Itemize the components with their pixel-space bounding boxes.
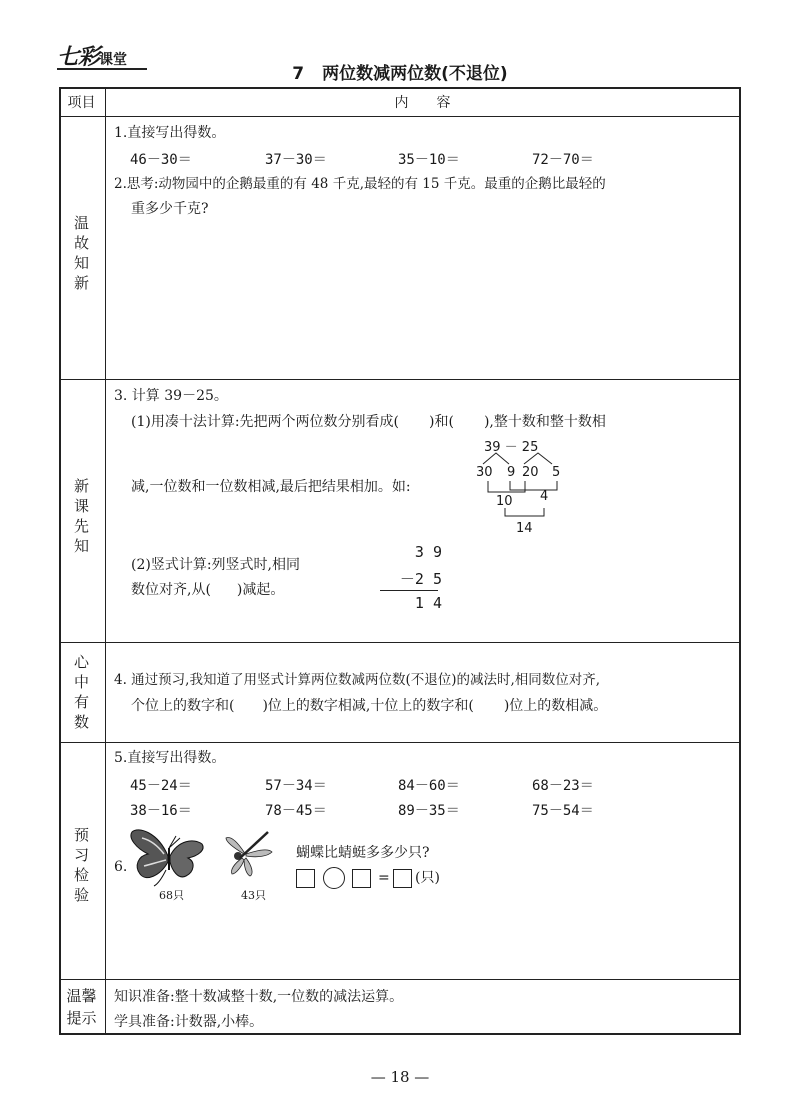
row-divider [61,379,739,380]
q5-item: 78－45＝ [265,803,327,819]
label-char: 故 [73,234,89,252]
q5-item: 75－54＝ [532,803,594,819]
q5-item: 38－16＝ [130,803,192,819]
q3-part1-text: ),整十数和整十数相 [483,414,606,430]
label-char: 数 [73,713,89,731]
q5-item: 84－60＝ [398,778,460,794]
question-4-line-2 [131,696,607,716]
diagram-num-4: 4 [540,489,549,504]
row-divider [61,642,739,643]
q3-part2-line1: (2)竖式计算:列竖式时,相同 [131,557,300,573]
butterfly-caption: 68只 [159,889,184,902]
answer-box[interactable] [296,869,315,888]
lesson-number: 7 [292,64,305,84]
label-char: 中 [73,673,89,691]
tips-section-label [59,985,104,1029]
diagram-num-10: 10 [496,494,513,509]
logo-sub-text: 课堂 [99,52,128,68]
question-4-line-1: 4. 通过预习,我知道了用竖式计算两位数减两位数(不退位)的减法时,相同数位对齐, [114,672,601,688]
question-5-title: 5.直接写出得数。 [114,750,226,766]
review-section-label [59,213,104,293]
page-title [0,59,800,84]
vertical-calc-bottom: 1 4 [414,594,442,612]
q3-part1-line2: 减,一位数和一位数相减,最后把结果相加。如: [131,479,411,495]
diagram-num-30: 30 [476,465,493,480]
q3-part1-line1 [131,412,606,432]
label-char: 新 [73,477,89,495]
vertical-calc-mid: －2 5 [399,570,442,588]
q3-part1-text: (1)用凑十法计算:先把两个两位数分别看成( [131,414,400,430]
question-1-title: 1.直接写出得数。 [114,125,226,141]
summary-section-label [59,652,104,732]
header-content-label: 内容 [394,95,479,111]
label-char: 先 [73,517,89,535]
q3-part1-text: )和( [429,414,454,430]
q5-item: 45－24＝ [130,778,192,794]
diagram-num-5: 5 [552,465,561,480]
q4-text: 个位上的数字和( [131,698,235,714]
q1-item: 37－30＝ [265,152,327,168]
label-char: 验 [73,886,89,904]
dragonfly-caption: 43只 [241,889,266,902]
logo-main-text: 七彩 [57,45,100,70]
label-word: 提示 [66,1009,97,1027]
label-word: 温馨 [66,987,97,1005]
check-section-label [59,825,104,905]
label-char: 有 [73,693,89,711]
label-char: 检 [73,866,89,884]
split-ten-diagram [468,436,578,536]
page-number: — 18 — [370,1068,430,1086]
question-6-number: 6. [114,859,128,875]
q3-part2-text: )减起。 [236,582,285,598]
tips-line-1: 知识准备:整十数减整十数,一位数的减法运算。 [114,989,404,1005]
q3-part2-line2 [131,580,284,600]
label-char: 知 [73,254,89,272]
diagram-expression: 39 － 25 [484,440,539,455]
label-char: 新 [73,274,89,292]
q5-item: 57－34＝ [265,778,327,794]
dragonfly-icon [224,826,274,888]
header-item-label: 项目 [67,95,96,111]
preview-section-label [59,476,104,556]
q4-text: )位上的数字相减,十位上的数字和( [262,698,474,714]
question-3-title: 3. 计算 39－25。 [114,388,228,404]
question-2-line-1: 2.思考:动物园中的企鹅最重的有 48 千克,最轻的有 15 千克。最重的企鹅比最轻的 [114,176,606,192]
question-2-line-2: 重多少千克? [131,201,209,217]
label-char: 习 [73,846,89,864]
q1-item: 46－30＝ [130,152,192,168]
question-6-text: 蝴蝶比蜻蜓多多少只? [296,845,430,861]
operator-circle[interactable] [323,867,345,889]
q5-item: 68－23＝ [532,778,594,794]
diagram-num-9: 9 [507,465,516,480]
row-divider [61,979,739,980]
column-divider [105,89,106,1033]
label-char: 温 [73,214,89,232]
q3-part2-text: 数位对齐,从( [131,582,211,598]
butterfly-icon [128,826,210,888]
q1-item: 35－10＝ [398,152,460,168]
vertical-calc-line [380,590,438,591]
diagram-num-20: 20 [522,465,539,480]
lesson-title: 两位数减两位数(不退位) [322,64,508,84]
answer-box[interactable] [393,869,412,888]
vertical-calc-top: 3 9 [414,543,442,561]
answer-box[interactable] [352,869,371,888]
label-char: 课 [73,497,89,515]
label-char: 预 [73,826,89,844]
label-char: 知 [73,537,89,555]
label-char: 心 [73,653,89,671]
q4-text: )位上的数相减。 [503,698,608,714]
tips-line-2: 学具准备:计数器,小棒。 [114,1014,264,1030]
diagram-num-14: 14 [516,521,533,536]
q1-item: 72－70＝ [532,152,594,168]
equals-sign: = [378,870,390,886]
row-divider [61,116,739,117]
q5-item: 89－35＝ [398,803,460,819]
row-divider [61,742,739,743]
unit-label: (只) [415,870,440,886]
